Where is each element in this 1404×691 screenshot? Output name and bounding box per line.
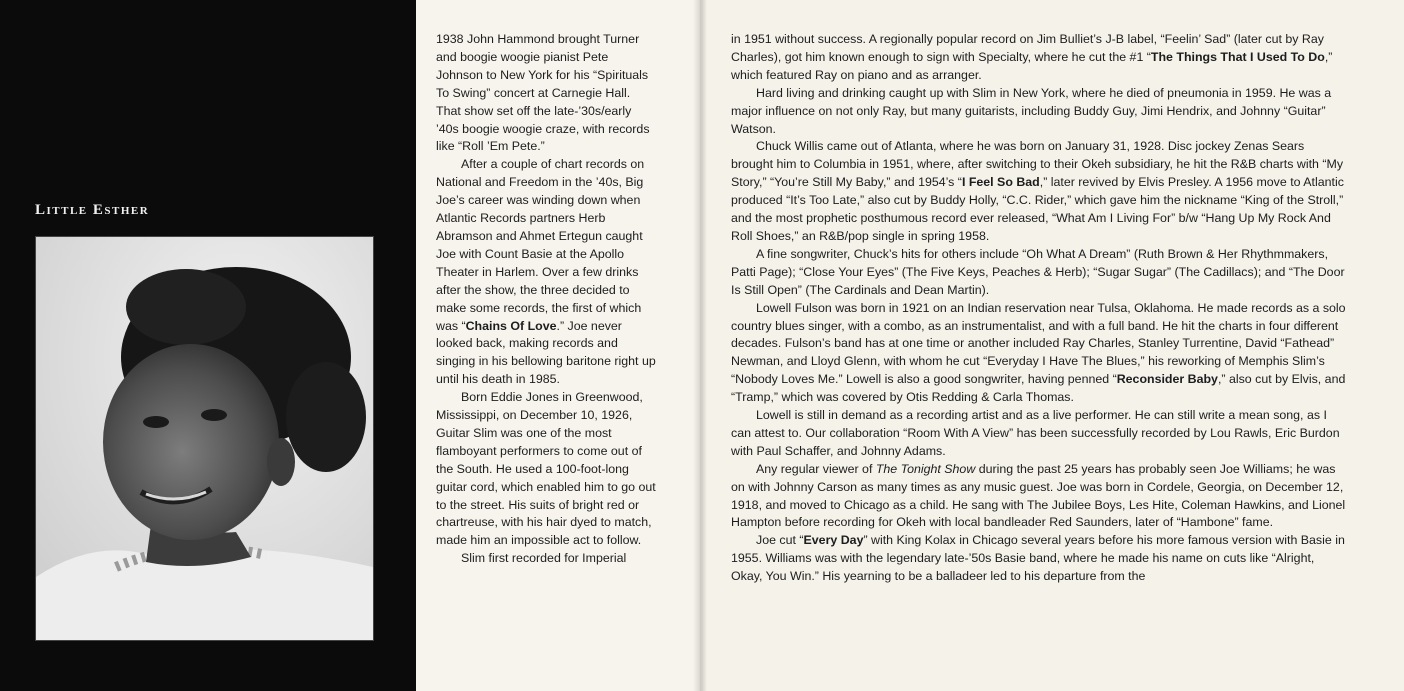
text-run: Hard living and drinking caught up with Slim in New York, where he died of pneumonia in 1959. He was a major influence on not only Ray, but many guitarists, including Buddy Guy, Jimi Hendrix, and Johnny “Guitar” Watson.	[731, 85, 1332, 136]
text-run: A fine songwriter, Chuck’s hits for others include “Oh What A Dream” (Ruth Brown & Her Rhythmmakers, Patti Page); “Close Your Eyes” (The Five Keys, Peaches & Herb); “Sugar Sugar” (The Cadillacs); and “The Door Is Still Open” (The Cardinals and Dean Martin).	[731, 246, 1345, 297]
paragraph	[436, 31, 656, 156]
paragraph	[731, 138, 1349, 245]
text-run: Born Eddie Jones in Greenwood, Mississippi, on December 10, 1926, Guitar Slim was one of the most flamboyant performers to come out of the South. He used a 100-foot-long guitar cord, which enabled him to go out to the street. His suits of bright red or chartreuse, with his hair dyed to match, made him an impossible act to follow.	[436, 390, 656, 548]
left-text-column	[436, 31, 656, 568]
song-title: I Feel So Bad	[961, 175, 1040, 190]
text-run: Chuck Willis came out of Atlanta, where he was born on January 31, 1928. Disc jockey Zenas Sears brought him to Columbia in 1951, where, after switching to their Okeh subsidiary, he hit the R&B charts with “My Story,” “You’re Still My Baby,” and 1954’s “	[731, 139, 1344, 190]
song-title: Every Day	[803, 533, 864, 548]
text-run: ,” which featured Ray on piano and as arranger.	[731, 49, 1333, 82]
show-title: The Tonight Show	[875, 461, 976, 476]
text-run: Any regular viewer of	[756, 461, 876, 476]
paragraph	[731, 407, 1349, 461]
text-run: ” with King Kolax in Chicago several years before his more famous version with Basie in 1955. Williams was with the legendary late-’50s Basie band, where he made his name on cuts like “Alright, Okay, You Win.” His yearning to be a balladeer led to his departure from the	[731, 533, 1345, 584]
text-run: ,” later revived by Elvis Presley. A 1956 move to Atlantic produced “It’s Too Late,” also cut by Buddy Holly, “C.C. Rider,” which gave him the nickname “King of the Stroll,” and the most prophetic posthumous record ever released, “What Am I Living For” b/w “Hang Up My Rock And Roll Shoes,” an R&B/pop single in spring 1958.	[731, 175, 1344, 243]
text-run: After a couple of chart records on National and Freedom in the ’40s, Big Joe’s career was winding down when Atlantic Records partners Herb Abramson and Ahmet Ertegun caught Joe with Count Basie at the Apollo Theater in Harlem. Over a few drinks after the show, the three decided to make some records, the first of which was “	[436, 157, 645, 333]
right-text-column	[731, 31, 1349, 586]
paragraph	[436, 550, 656, 568]
text-run: .” Joe never looked back, making records and singing in his bellowing baritone right up until his death in 1985.	[436, 318, 656, 387]
paragraph	[436, 389, 656, 550]
text-run: Slim first recorded for Imperial	[461, 551, 627, 566]
portrait-photo	[35, 236, 374, 641]
text-run: in 1951 without success. A regionally popular record on Jim Bulliet’s J-B label, “Feelin’ Sad” (later cut by Ray Charles), got him known enough to sign with Specialty, where he cut the #1 “	[731, 32, 1324, 64]
song-title: The Things That I Used To Do	[1150, 49, 1325, 64]
paragraph	[436, 156, 656, 389]
song-title: Reconsider Baby	[1116, 372, 1218, 387]
text-run: Joe cut “	[756, 533, 804, 548]
paragraph	[731, 85, 1349, 139]
photo-caption: Little Esther	[35, 202, 150, 218]
text-run: 1938 John Hammond brought Turner and boogie woogie pianist Pete Johnson to New York for his “Spirituals To Swing” concert at Carnegie Hall. That show set off the late-’30s/early ’40s boogie woogie craze, with records like “Roll ’Em Pete.”	[436, 32, 650, 154]
paragraph	[731, 31, 1349, 85]
portrait-image	[36, 237, 373, 640]
text-run: during the past 25 years has probably seen Joe Williams; he was on with Johnny Carson as many times as any music guest. Joe was born in Cordele, Georgia, on December 12, 1918, and moved to Chicago as a child. He sang with The Jubilee Boys, Les Hite, Coleman Hawkins, and Lionel Hampton before recording for Okeh with local bandleader Red Saunders, later of “Hambone” fame.	[731, 461, 1346, 530]
text-run: Lowell is still in demand as a recording artist and as a live performer. He can still write a mean song, as I can attest to. Our collaboration “Room With A View” has been successfully recorded by Lou Rawls, Eric Burdon with Paul Schaffer, and Johnny Adams.	[731, 408, 1340, 458]
book-gutter	[693, 0, 707, 691]
paragraph	[731, 532, 1349, 586]
photo-panel	[0, 0, 416, 691]
paragraph	[731, 461, 1349, 533]
text-run: ,” also cut by Elvis, and “Tramp,” which was covered by Otis Redding & Carla Thomas.	[731, 372, 1346, 405]
paragraph	[731, 300, 1349, 407]
text-run: Lowell Fulson was born in 1921 on an Indian reservation near Tulsa, Oklahoma. He made records as a solo country blues singer, with a combo, as an instrumentalist, and with a full band. He hit the charts in four different decades. Fulson’s band has at one time or another included Ray Charles, Stanley Turrentine, David “Fathead” Newman, and Lloyd Glenn, with whom he cut “Everyday I Have The Blues,” his reworking of Memphis Slim’s “Nobody Loves Me.” Lowell is also a good songwriter, having penned “	[731, 300, 1346, 387]
paragraph	[731, 246, 1349, 300]
song-title: Chains Of Love	[465, 318, 557, 333]
